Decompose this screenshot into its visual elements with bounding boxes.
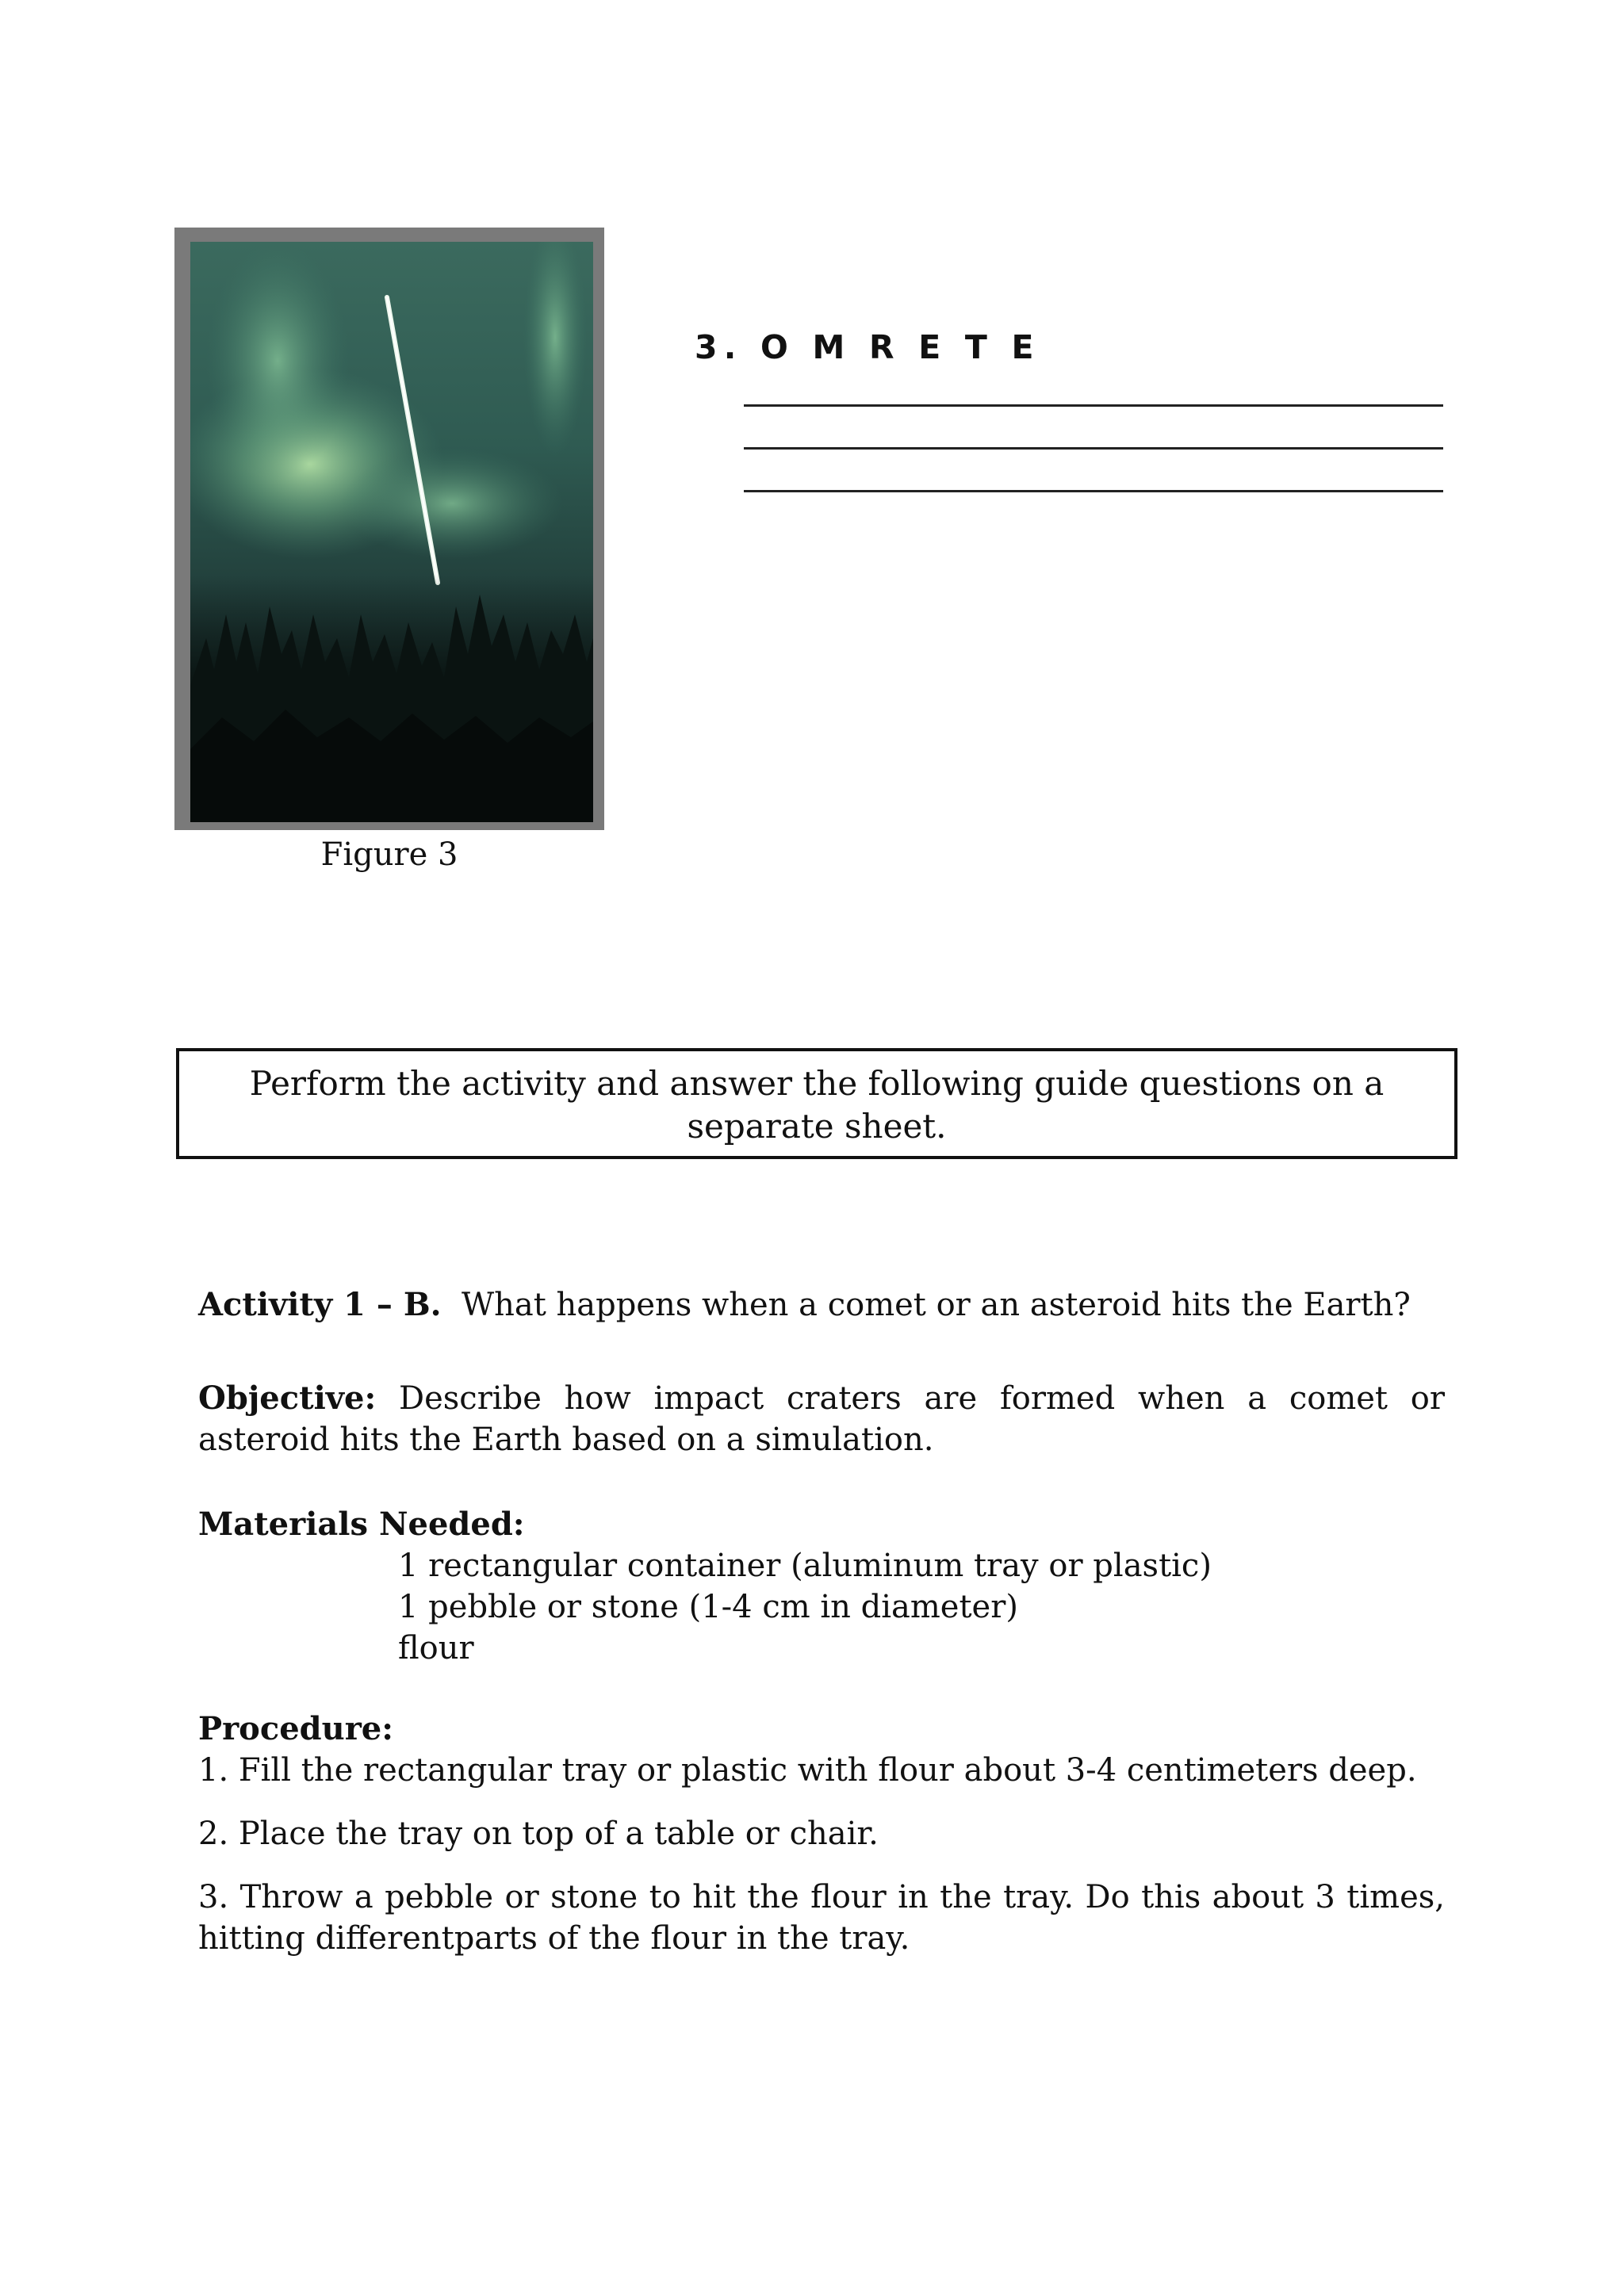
procedure-label: Procedure:: [198, 1710, 393, 1747]
procedure-step: 3. Throw a pebble or stone to hit the flour in the tray. Do this about 3 times, hitting differentparts of the flour in the tray.: [198, 1879, 1445, 1957]
question-3-title: 3. O M R E T E: [695, 328, 1040, 366]
material-item: flour: [398, 1630, 474, 1667]
answer-line[interactable]: [744, 447, 1443, 450]
objective-label: Objective:: [198, 1380, 377, 1417]
figure-3-image: [174, 228, 604, 830]
instruction-text: Perform the activity and answer the following guide questions on a separate sheet.: [249, 1064, 1385, 1146]
activity-heading: [198, 1284, 1445, 1326]
materials-label: Materials Needed:: [198, 1506, 525, 1543]
answer-line[interactable]: [744, 404, 1443, 407]
instruction-box: [176, 1048, 1457, 1159]
procedure-step: 2. Place the tray on top of a table or chair.: [198, 1816, 879, 1852]
figure-caption: Figure 3: [320, 836, 458, 873]
activity-question: What happens when a comet or an asteroid hits the Earth?: [462, 1287, 1411, 1323]
material-item: 1 rectangular container (aluminum tray or plastic): [398, 1548, 1212, 1584]
objective-paragraph: [198, 1378, 1445, 1460]
answer-line[interactable]: [744, 490, 1443, 492]
aurora-meteor-photo-icon: [190, 242, 593, 822]
material-item: 1 pebble or stone (1-4 cm in diameter): [398, 1589, 1018, 1625]
procedure-step: 1. Fill the rectangular tray or plastic with flour about 3-4 centimeters deep.: [198, 1752, 1417, 1789]
objective-text: Describe how impact craters are formed when a comet or asteroid hits the Earth based on a simulation.: [198, 1380, 1446, 1458]
activity-label: Activity 1 – B.: [198, 1286, 442, 1323]
